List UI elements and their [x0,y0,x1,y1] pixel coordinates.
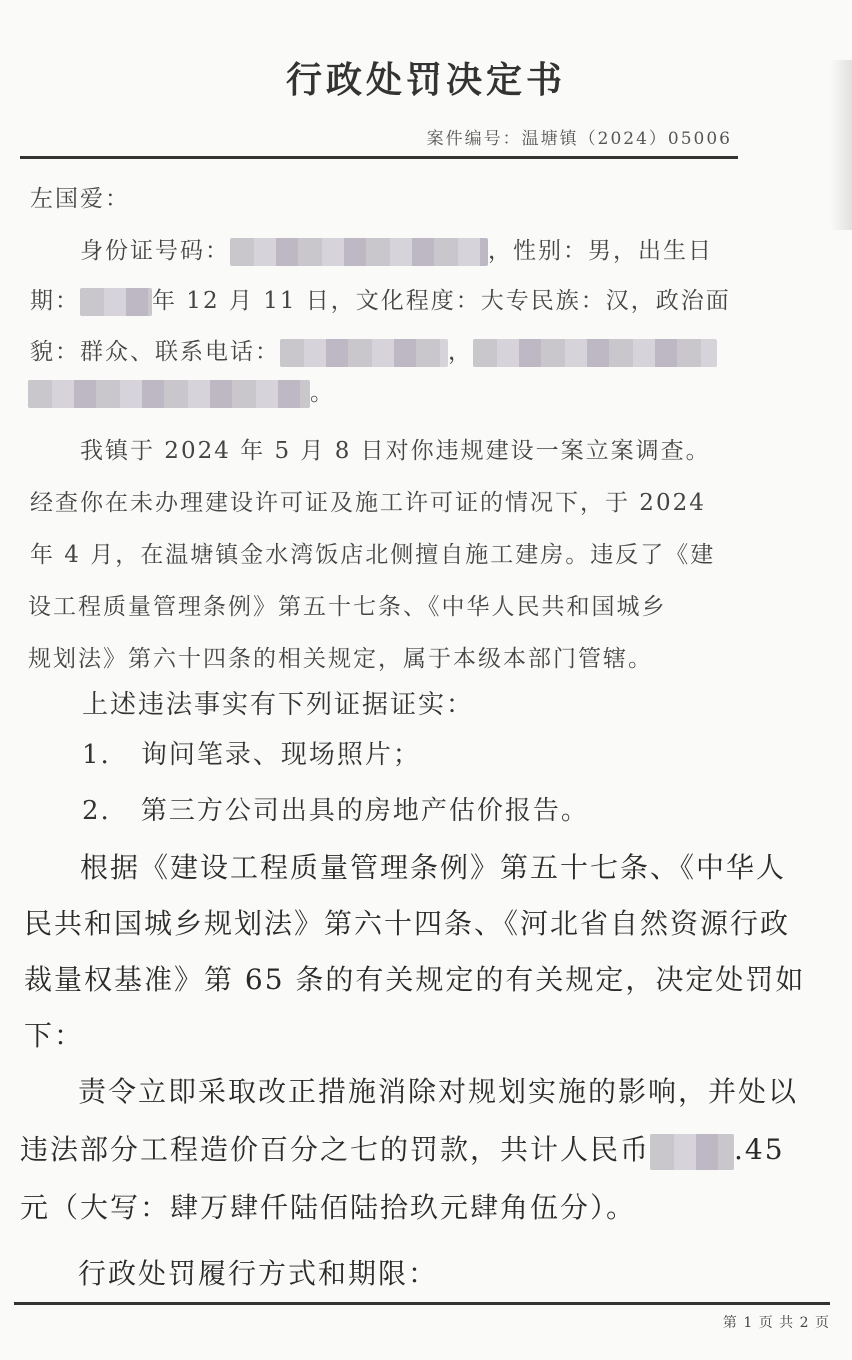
case-paragraph-line-4: 设工程质量管理条例》第五十七条、《中华人民共和国城乡 [28,594,667,620]
id-label: 身份证号码： [80,238,230,264]
case-paragraph-line-5: 规划法》第六十四条的相关规定，属于本级本部门管辖。 [28,646,653,672]
birth-line [30,282,731,316]
penalty-line-2-prefix: 违法部分工程造价百分之七的罚款，共计人民币 [20,1133,651,1166]
page-number: 第 1 页 共 2 页 [722,1315,830,1331]
document-title: 行政处罚决定书 [285,59,566,101]
penalty-line-1: 责令立即采取改正措施消除对规划实施的影响，并处以 [78,1075,799,1108]
basis-line-1: 根据《建设工程质量管理条例》第五十七条、《中华人 [80,851,787,884]
redacted-phone-2 [473,339,717,367]
redacted-amount [650,1134,734,1170]
footer-divider [14,1302,830,1305]
evidence-item-2-text: 第三方公司出具的房地产估价报告。 [140,796,589,826]
contact-prefix: 貌：群众、联系电话： [30,339,280,365]
redacted-phone-1 [280,339,448,367]
address-line [28,374,335,408]
basis-line-2: 民共和国城乡规划法》第六十四条、《河北省自然资源行政 [24,907,791,940]
case-number: 案件编号：温塘镇（2024）05006 [426,129,732,149]
penalty-line-3: 元（大写：肆万肆仟陆佰陆拾玖元肆角伍分）。 [20,1191,637,1224]
method-heading: 行政处罚履行方式和期限： [78,1257,439,1290]
evidence-item-2-number: 2. [82,796,111,826]
redacted-id [230,238,488,266]
case-paragraph-line-3: 年 4 月，在温塘镇金水湾饭店北侧擅自施工建房。违反了《建 [30,542,716,568]
contact-separator: ， [448,339,473,365]
case-paragraph-line-1: 我镇于 2024 年 5 月 8 日对你违规建设一案立案调查。 [80,438,711,464]
gender-birth-text: ，性别：男，出生日 [488,238,713,264]
penalty-amount-suffix: .45 [734,1133,785,1166]
redacted-address [28,380,310,408]
birth-prefix: 期： [30,288,80,314]
birth-rest: 年 12 月 11 日，文化程度：大专民族：汉，政治面 [152,288,731,314]
evidence-item-1-text: 询问笔录、现场照片； [140,740,421,770]
addressee: 左国爱： [30,186,130,212]
header-divider [20,156,738,159]
penalty-line-2 [20,1128,785,1170]
id-line [80,232,713,266]
basis-line-4: 下： [24,1019,85,1052]
evidence-intro: 上述违法事实有下列证据证实： [82,690,475,720]
contact-line [30,333,717,367]
redacted-birth-year [80,288,152,316]
evidence-item-2 [82,790,589,827]
basis-line-3: 裁量权基准》第 65 条的有关规定的有关规定，决定处罚如 [24,963,806,996]
evidence-item-1-number: 1. [82,740,111,770]
case-paragraph-line-2: 经查你在未办理建设许可证及施工许可证的情况下，于 2024 [30,490,706,516]
address-end: 。 [310,380,335,406]
evidence-item-1 [82,734,421,771]
